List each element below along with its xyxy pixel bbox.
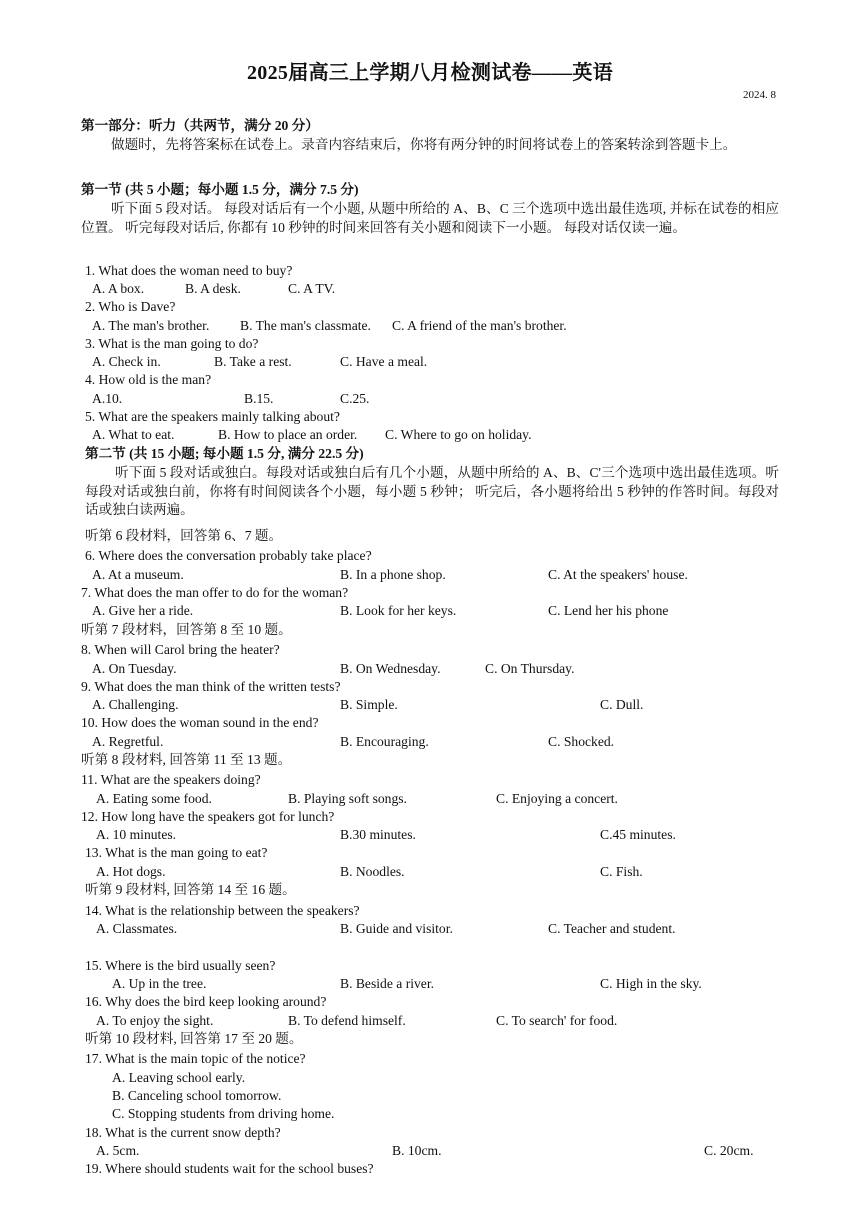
option-b: B. On Wednesday. xyxy=(340,661,441,676)
option-a: A. Hot dogs. xyxy=(96,864,166,879)
option-c: C. Dull. xyxy=(600,697,644,712)
part1-instruction: 做题时，先将答案标在试卷上。录音内容结束后，你将有两分钟的时间将试卷上的答案转涂到答题卡上。 xyxy=(111,137,737,152)
option-a: A.10. xyxy=(92,391,123,406)
material-8-label: 听第 8 段材料, 回答第 11 至 13 题。 xyxy=(81,752,292,767)
question-stem: 3. What is the man going to do? xyxy=(85,336,259,351)
option-a: A. Challenging. xyxy=(92,697,179,712)
option-c: C. Have a meal. xyxy=(340,354,428,369)
question-stem: 13. What is the man going to eat? xyxy=(85,845,268,860)
option-a: A. Regretful. xyxy=(92,734,164,749)
question-stem: 4. How old is the man? xyxy=(85,372,212,387)
option-b: B. Simple. xyxy=(340,697,398,712)
option-c: C.25. xyxy=(340,391,370,406)
material-6-label: 听第 6 段材料，回答第 6、7 题。 xyxy=(85,528,283,543)
option-b: B. To defend himself. xyxy=(288,1013,406,1028)
question-stem: 9. What does the man think of the written tests? xyxy=(81,679,341,694)
option-b: B. Guide and visitor. xyxy=(340,921,453,936)
option-c: C. Fish. xyxy=(600,864,643,879)
question-stem: 10. How does the woman sound in the end? xyxy=(81,715,319,730)
option-b: B.30 minutes. xyxy=(340,827,416,842)
option-c: C. Shocked. xyxy=(548,734,615,749)
section2-heading: 第二节 (共 15 小题; 每小题 1.5 分, 满分 22.5 分) xyxy=(85,446,364,461)
question-stem: 17. What is the main topic of the notice? xyxy=(85,1051,306,1066)
question-stem: 16. Why does the bird keep looking around? xyxy=(85,994,327,1009)
option-a: A. Classmates. xyxy=(96,921,178,936)
material-7-label: 听第 7 段材料，回答第 8 至 10 题。 xyxy=(81,622,292,637)
option-a: A. 5cm. xyxy=(96,1143,140,1158)
option-b: B. Canceling school tomorrow. xyxy=(112,1088,282,1103)
option-c: C. Where to go on holiday. xyxy=(385,427,532,442)
option-c: C.45 minutes. xyxy=(600,827,676,842)
option-a: A. A box. xyxy=(92,281,145,296)
option-c: C. Teacher and student. xyxy=(548,921,676,936)
option-a: A. What to eat. xyxy=(92,427,175,442)
option-c: C. On Thursday. xyxy=(485,661,575,676)
option-a: A. Give her a ride. xyxy=(92,603,194,618)
section2-instruction: 听下面 5 段对话或独白。每段对话或独白后有几个小题，从题中所给的 A、B、C'三个选项中选出最佳选项。听每段对话或独白前，你将有时间阅读各个小题，每小题 5 秒钟； 听完后，各小题将给出 5 秒钟的作答时间。每段对话或独白读两遍。 xyxy=(85,465,779,517)
option-b: B. Noodles. xyxy=(340,864,405,879)
option-c: C. A TV. xyxy=(288,281,336,296)
question-stem: 8. When will Carol bring the heater? xyxy=(81,642,280,657)
question-stem: 18. What is the current snow depth? xyxy=(85,1125,281,1140)
option-c: C. Lend her his phone xyxy=(548,603,669,618)
part1-heading: 第一部分：听力（共两节，满分 20 分） xyxy=(81,118,319,133)
option-b: B. Beside a river. xyxy=(340,976,435,991)
section1-heading: 第一节 (共 5 小题；每小题 1.5 分，满分 7.5 分) xyxy=(81,182,359,197)
option-b: B. How to place an order. xyxy=(218,427,358,442)
option-c: C. High in the sky. xyxy=(600,976,702,991)
question-stem: 15. Where is the bird usually seen? xyxy=(85,958,276,973)
exam-title: 2025届高三上学期八月检测试卷——英语 xyxy=(247,62,613,84)
option-b: B. Playing soft songs. xyxy=(288,791,407,806)
option-a: A. The man's brother. xyxy=(92,318,210,333)
option-b: B. Take a rest. xyxy=(214,354,292,369)
question-stem: 19. Where should students wait for the school buses? xyxy=(85,1161,374,1176)
option-c: C. At the speakers' house. xyxy=(548,567,688,582)
question-stem: 7. What does the man offer to do for the woman? xyxy=(81,585,349,600)
question-stem: 6. Where does the conversation probably take place? xyxy=(85,548,372,563)
section1-instruction: 听下面 5 段对话。 每段对话后有一个小题, 从题中所给的 A、B、C 三个选项中选出最佳选项, 并标在试卷的相应位置。 听完每段对话后, 你都有 10 秒钟的时间来回答有关小题和阅读下一小题。 每段对话仅读一遍。 xyxy=(81,201,779,235)
option-b: B. Look for her keys. xyxy=(340,603,457,618)
material-10-label: 听第 10 段材料, 回答第 17 至 20 题。 xyxy=(85,1031,303,1046)
option-b: B. A desk. xyxy=(185,281,241,296)
question-stem: 1. What does the woman need to buy? xyxy=(85,263,293,278)
option-a: A. Check in. xyxy=(92,354,161,369)
option-b: B. Encouraging. xyxy=(340,734,429,749)
option-c: C. A friend of the man's brother. xyxy=(392,318,567,333)
material-9-label: 听第 9 段材料, 回答第 14 至 16 题。 xyxy=(85,882,296,897)
option-c: C. To search' for food. xyxy=(496,1013,618,1028)
option-b: B. In a phone shop. xyxy=(340,567,446,582)
option-b: B. 10cm. xyxy=(392,1143,442,1158)
option-c: C. Enjoying a concert. xyxy=(496,791,618,806)
option-a: A. On Tuesday. xyxy=(92,661,177,676)
option-a: A. At a museum. xyxy=(92,567,184,582)
question-stem: 12. How long have the speakers got for lunch? xyxy=(81,809,335,824)
option-b: B.15. xyxy=(244,391,274,406)
question-stem: 14. What is the relationship between the speakers? xyxy=(85,903,360,918)
option-a: A. To enjoy the sight. xyxy=(96,1013,214,1028)
option-a: A. 10 minutes. xyxy=(96,827,177,842)
question-stem: 5. What are the speakers mainly talking about? xyxy=(85,409,340,424)
question-stem: 2. Who is Dave? xyxy=(85,299,176,314)
option-a: A. Leaving school early. xyxy=(112,1070,246,1085)
option-a: A. Eating some food. xyxy=(96,791,212,806)
option-c: C. 20cm. xyxy=(704,1143,754,1158)
question-stem: 11. What are the speakers doing? xyxy=(81,772,261,787)
option-c: C. Stopping students from driving home. xyxy=(112,1106,335,1121)
exam-date: 2024. 8 xyxy=(743,89,776,101)
option-b: B. The man's classmate. xyxy=(240,318,371,333)
option-a: A. Up in the tree. xyxy=(112,976,207,991)
